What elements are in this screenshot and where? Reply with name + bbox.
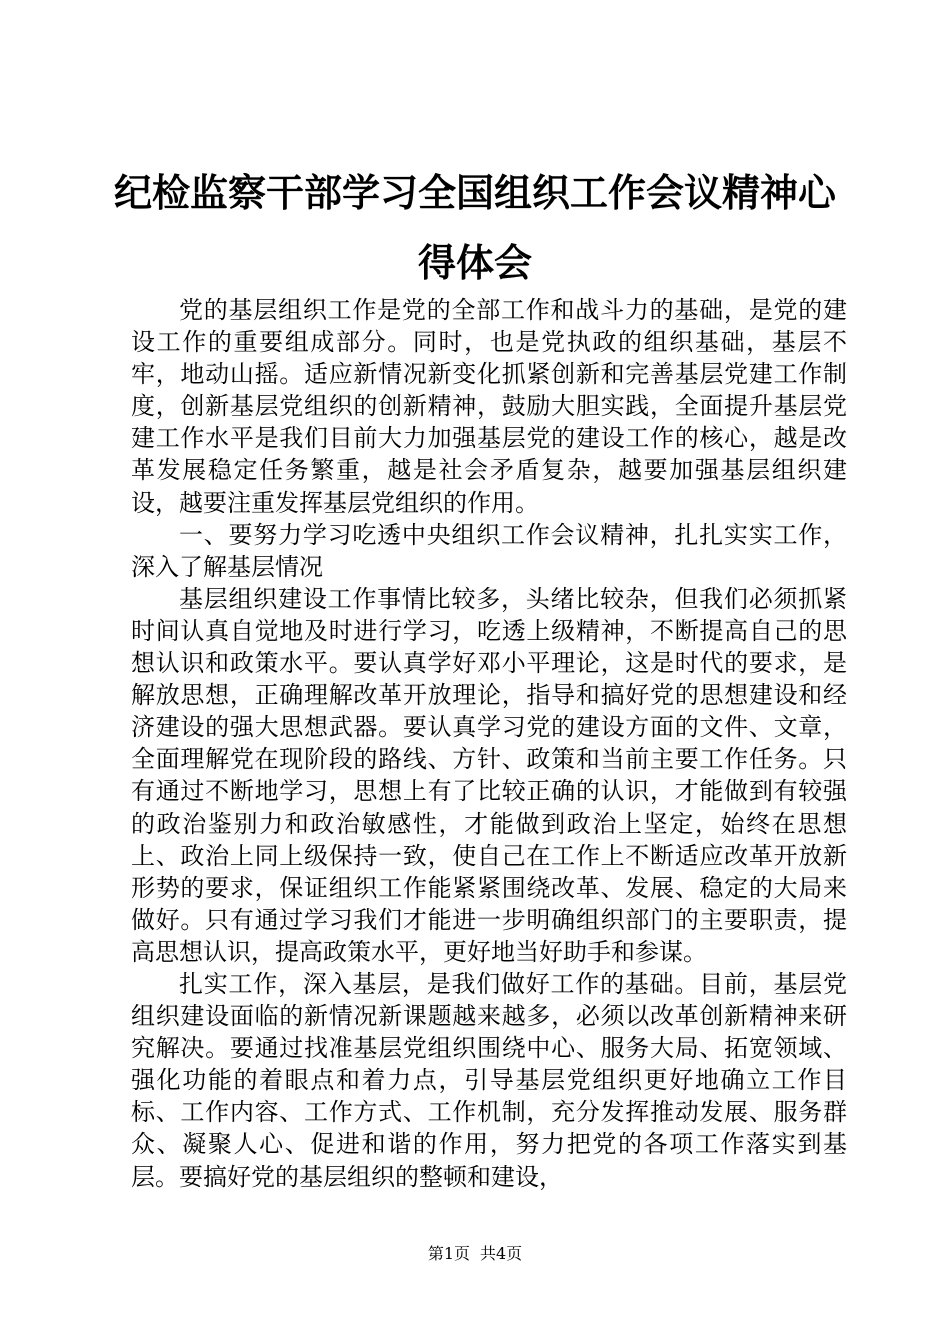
page-number: 第1页 — [427, 1244, 470, 1263]
page-footer — [0, 1244, 950, 1264]
section-heading-1: 一、要努力学习吃透中央组织工作会议精神，扎扎实实工作，深入了解基层情况 — [131, 520, 847, 581]
document-title: 纪检监察干部学习全国组织工作会议精神心得体会 — [113, 170, 836, 285]
paragraph-study: 基层组织建设工作事情比较多，头绪比较杂，但我们必须抓紧时间认真自觉地及时进行学习，吃透上级精神，不断提高自己的思想认识和政策水平。要认真学好邓小平理论，这是时代的要求，是解放思想，正确理解改革开放理论，指导和搞好党的思想建设和经济建设的强大思想武器。要认真学习党的建设方面的文件、文章，全面理解党在现阶段的路线、方针、政策和当前主要工作任务。只有通过不断地学习，思想上有了比较正确的认识，才能做到有较强的政治鉴别力和政治敏感性，才能做到政治上坚定，始终在思想上、政治上同上级保持一致，使自己在工作上不断适应改革开放新形势的要求，保证组织工作能紧紧围绕改革、发展、稳定的大局来做好。只有通过学习我们才能进一步明确组织部门的主要职责，提高思想认识，提高政策水平，更好地当好助手和参谋。 — [131, 584, 847, 966]
document-body — [131, 294, 847, 1193]
page-total: 共4页 — [480, 1244, 523, 1263]
paragraph-intro: 党的基层组织工作是党的全部工作和战斗力的基础，是党的建设工作的重要组成部分。同时，也是党执政的组织基础，基层不牢，地动山摇。适应新情况新变化抓紧创新和完善基层党建工作制度，创新基层党组织的创新精神，鼓励大胆实践，全面提升基层党建工作水平是我们目前大力加强基层党的建设工作的核心，越是改革发展稳定任务繁重，越是社会矛盾复杂，越要加强基层组织建设，越要注重发挥基层党组织的作用。 — [131, 296, 847, 517]
paragraph-grassroots: 扎实工作，深入基层，是我们做好工作的基础。目前，基层党组织建设面临的新情况新课题越来越多，必须以改革创新精神来研究解决。要通过找准基层党组织围绕中心、服务大局、拓宽领域、强化功能的着眼点和着力点，引导基层党组织更好地确立工作目标、工作内容、工作方式、工作机制，充分发挥推动发展、服务群众、凝聚人心、促进和谐的作用，努力把党的各项工作落实到基层。要搞好党的基层组织的整顿和建设， — [131, 969, 847, 1191]
